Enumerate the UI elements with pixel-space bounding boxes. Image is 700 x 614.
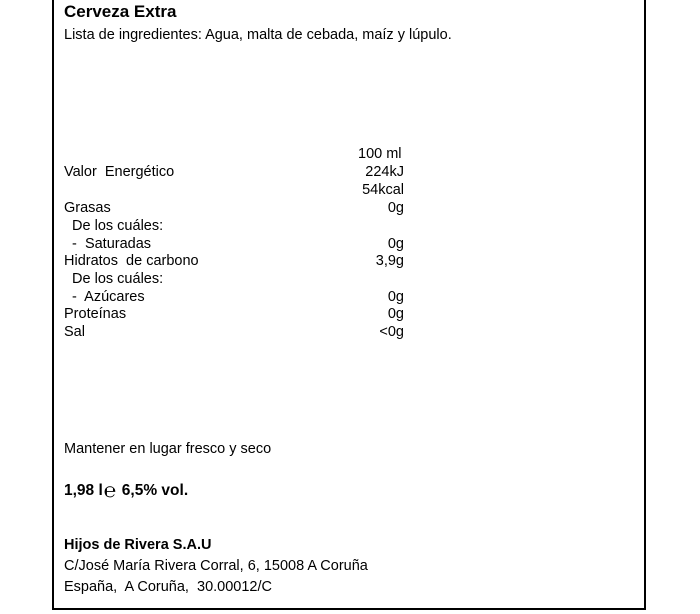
nutrition-label-energy: Valor Energético [64,164,175,180]
nutrition-label-saturates: - Saturadas [64,236,152,252]
nutrition-value-carbohydrates: 3,9g [375,253,404,269]
nutrition-label-sugars: - Azúcares [64,289,145,305]
alcohol-content: 6,5% vol. [121,482,189,499]
nutrition-value-fat: 0g [387,200,404,216]
nutrition-value-sugars: 0g [387,289,404,305]
product-title: Cerveza Extra [64,2,177,21]
nutrition-value-energy-kcal: 54kcal [362,182,404,198]
nutrition-label-of-which-carbs: De los cuáles: [64,271,164,287]
manufacturer-address: C/José María Rivera Corral, 6, 15008 A Coruña [64,558,368,574]
ingredients-list: Lista de ingredientes: Agua, malta de cebada, maíz y lúpulo. [64,27,452,43]
volume-line [64,479,189,502]
nutrition-value-salt: <0g [379,324,404,340]
nutrition-label-protein: Proteínas [64,306,127,322]
manufacturer-region: España, A Coruña, 30.00012/C [64,579,272,595]
label-frame [52,0,646,610]
nutrition-value-energy-kj: 224kJ [365,164,404,180]
nutrition-header: 100 ml [358,146,402,162]
estimated-sign-icon: ℮ [103,479,117,502]
volume-quantity: 1,98 l [64,482,103,499]
nutrition-label-fat: Grasas [64,200,111,216]
manufacturer-name: Hijos de Rivera S.A.U [64,537,212,553]
nutrition-label-salt: Sal [64,324,85,340]
nutrition-value-saturates: 0g [387,236,404,252]
nutrition-label-of-which-fat: De los cuáles: [64,218,164,234]
nutrition-label-carbohydrates: Hidratos de carbono [64,253,199,269]
storage-instructions: Mantener en lugar fresco y seco [64,441,272,457]
nutrition-value-protein: 0g [387,306,404,322]
